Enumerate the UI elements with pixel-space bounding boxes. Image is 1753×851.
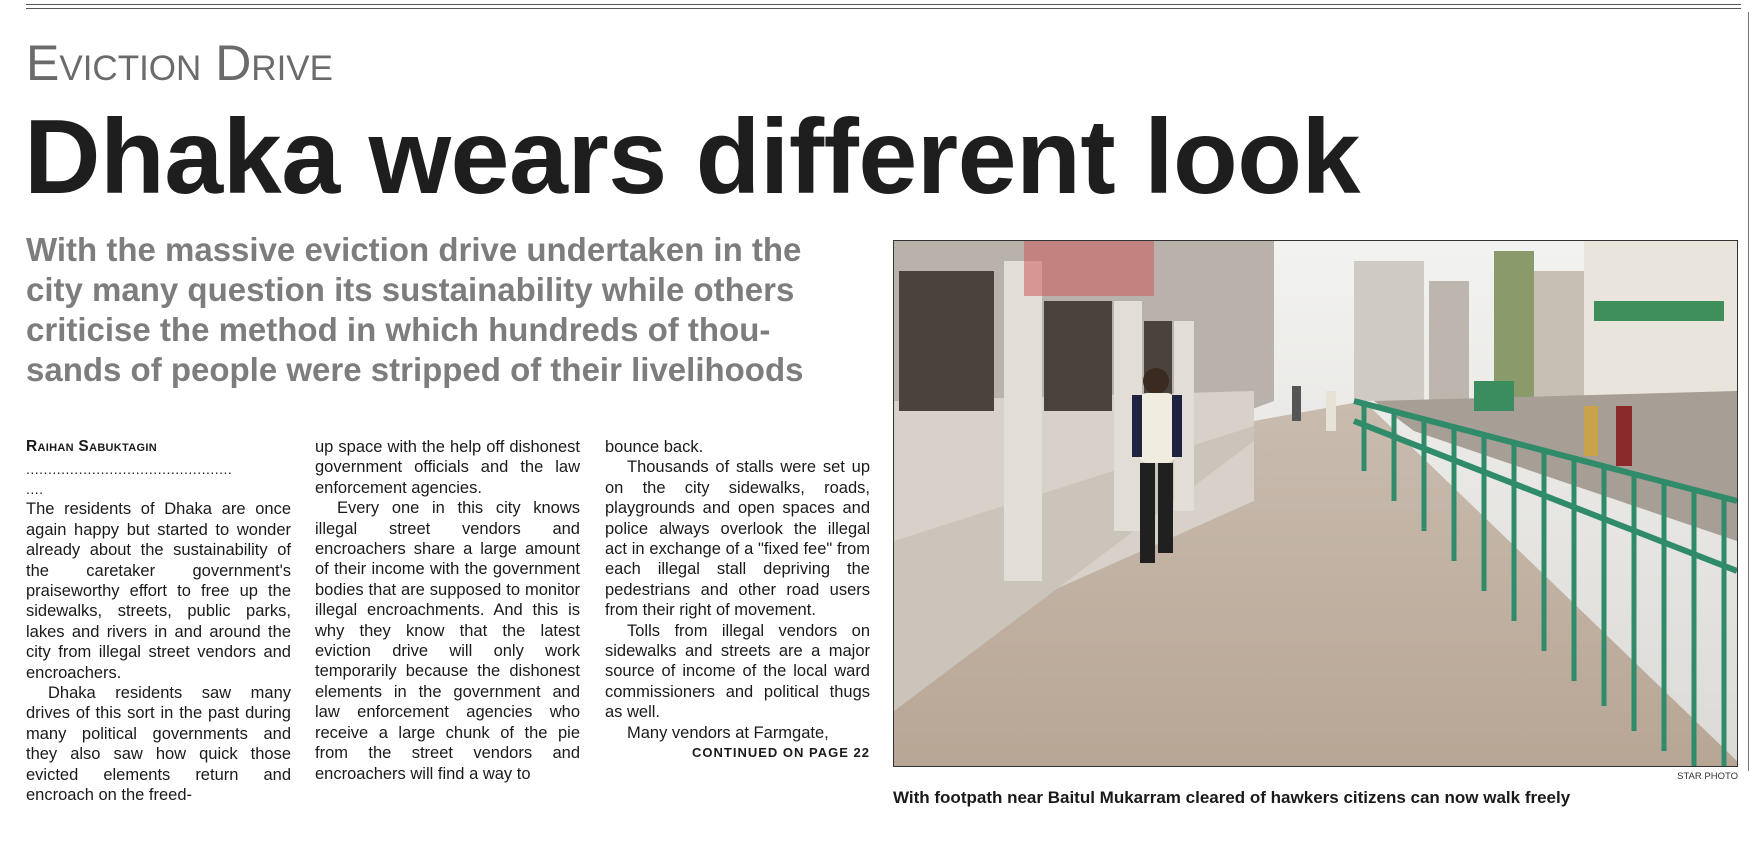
- photo-caption: With footpath near Baitul Mukarram cleared of hawkers citizens can now walk freely: [893, 788, 1571, 807]
- paragraph: The residents of Dhaka are once again happy but started to wonder already about the sustainability of the caretaker government's praiseworthy effort to free up the sidewalks, streets, public parks, lakes and rivers in and around the city from illegal street vendors and encroachers.: [26, 500, 291, 682]
- paragraph: Tolls from illegal vendors on sidewalks and streets are a major source of income of the local ward commissioners and political thugs as well.: [605, 621, 870, 722]
- text-column-3: [605, 437, 870, 764]
- deck: [26, 230, 871, 390]
- photo-credit: STAR PHOTO: [1677, 771, 1738, 782]
- byline-separator-tail: ....: [26, 481, 44, 498]
- byline-separator: ...............................................: [26, 461, 233, 478]
- text-column-1: [26, 437, 291, 806]
- deck-line: With the massive eviction drive undertaken in the: [26, 231, 802, 268]
- headline: Dhaka wears different look: [24, 98, 1360, 216]
- paragraph: Every one in this city knows illegal street vendors and encroachers share a large amount of their income with the government bodies that are supposed to monitor illegal encroachments. And this is why they know that the latest eviction drive will only work temporarily because the dishonest elements in the government and law enforcement agencies who receive a large chunk of the pie from the street vendors and encroachers will find a way to: [315, 499, 580, 783]
- top-rule: [26, 4, 1741, 5]
- section-kicker: Eviction Drive: [26, 35, 333, 91]
- right-rule: [1748, 12, 1749, 771]
- byline: Raihan Sabuktagin: [26, 438, 157, 455]
- paragraph: Many vendors at Farmgate,: [627, 723, 829, 742]
- news-photo: [893, 240, 1738, 767]
- deck-line: sands of people were stripped of their livelihoods: [26, 351, 804, 388]
- paragraph: Thousands of stalls were set up on the city sidewalks, roads, playgrounds and open spaces and police always overlook the illegal act in exchange of a "fixed fee" from each illegal stall depriving the pedestrians and other road users from their right of movement.: [605, 458, 870, 620]
- deck-line: criticise the method in which hundreds of thou-: [26, 311, 771, 348]
- top-rule-secondary: [26, 8, 1741, 9]
- paragraph: up space with the help off dishonest government officials and the law enforcement agencies.: [315, 438, 580, 497]
- paragraph: bounce back.: [605, 438, 704, 456]
- continued-notice: CONTINUED ON PAGE 22: [692, 745, 870, 761]
- text-column-2: [315, 437, 580, 784]
- paragraph: Dhaka residents saw many drives of this sort in the past during many political governments and they also saw how quick those evicted elements return and encroach on the freed-: [26, 684, 291, 805]
- deck-line: city many question its sustainability while others: [26, 271, 795, 308]
- street-scene-illustration: [894, 241, 1737, 766]
